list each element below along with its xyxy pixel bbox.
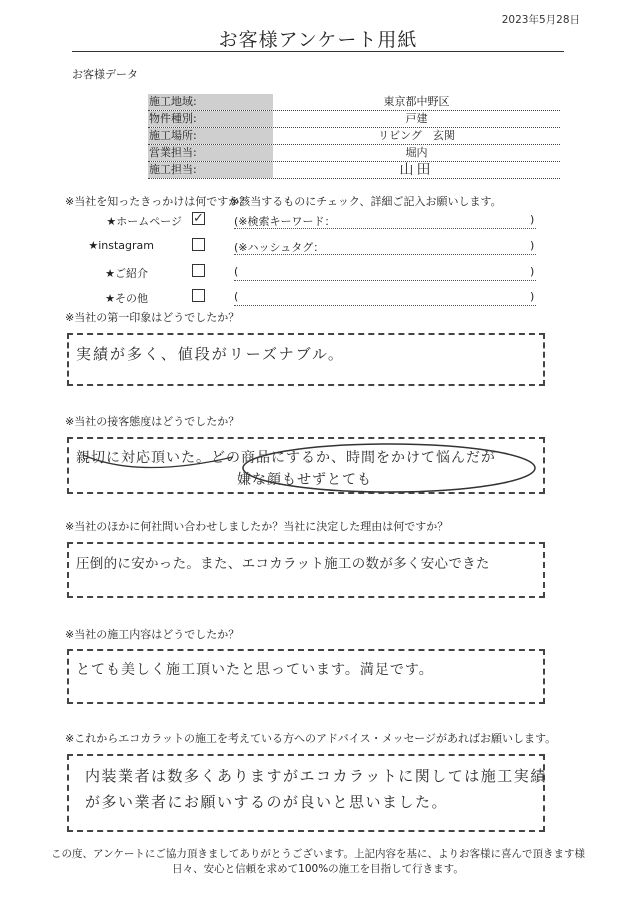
checkbox-instagram[interactable] <box>192 238 205 251</box>
detail-label-referral: ( <box>234 265 239 278</box>
info-row-property-type <box>148 111 560 127</box>
answer-box-advice[interactable] <box>67 754 545 832</box>
info-key: 物件種別: <box>148 111 273 127</box>
answer-box-competitors[interactable] <box>67 542 545 598</box>
info-key: 施工場所: <box>148 128 273 144</box>
detail-line <box>234 228 536 229</box>
divider <box>148 178 560 179</box>
option-label-homepage: ★ホームページ <box>106 215 182 228</box>
detail-line <box>234 280 536 281</box>
question-first-impression: ※当社の第一印象はどうでしたか？ <box>65 311 240 324</box>
info-value: リビング 玄関 <box>378 129 455 142</box>
close-paren: ) <box>530 290 535 303</box>
option-label-other: ★その他 <box>105 292 148 305</box>
question-work-quality: ※当社の施工内容はどうでしたか？ <box>65 628 240 641</box>
checkbox-homepage[interactable] <box>192 212 205 225</box>
close-paren: ) <box>530 265 535 278</box>
footer-line-2: 日々、安心と信頼を求めて100%の施工を目指して行きます。 <box>172 863 464 875</box>
close-paren: ) <box>530 239 535 252</box>
info-value: 戸建 <box>405 112 428 125</box>
answer-text: 内装業者は数多くありますがエコカラットに関しては施工実績 <box>85 767 547 785</box>
checkmark-icon: ✓ <box>193 211 204 226</box>
answer-text: 圧倒的に安かった。また、エコカラット施工の数が多く安心できた <box>76 556 490 572</box>
survey-date: 2023年5月28日 <box>501 14 580 26</box>
answer-box-work-quality[interactable] <box>67 649 545 704</box>
info-value: 山田 <box>399 162 434 178</box>
info-key: 施工担当: <box>148 162 273 178</box>
option-label-instagram: ★instagram <box>88 239 154 252</box>
footer-line-1: この度、アンケートにご協力頂きましてありがとうございます。上記内容を基に、よりお客様に喜んで頂きます様 <box>50 848 586 860</box>
info-row-installer <box>148 162 560 178</box>
question-competitors: ※当社のほかに何社問い合わせしましたか？当社に決定した理由は何ですか？ <box>65 520 449 533</box>
question-service-attitude: ※当社の接客態度はどうでしたか？ <box>65 415 240 428</box>
answer-text: 嫌な顔もせずとても <box>237 472 372 488</box>
detail-line <box>234 254 536 255</box>
answer-box-service-attitude[interactable] <box>67 437 545 494</box>
source-question: ※当社を知ったきっかけは何ですか？ <box>65 195 251 208</box>
question-advice: ※これからエコカラットの施工を考えている方へのアドバイス・メッセージがあればお願いします。 <box>65 732 557 745</box>
info-value: 堀内 <box>405 146 428 159</box>
answer-text: 実績が多く、値段がリーズナブル。 <box>76 345 345 363</box>
info-row-sales-rep <box>148 145 560 161</box>
info-key: 施工地域: <box>148 94 273 110</box>
info-key: 営業担当: <box>148 145 273 161</box>
option-label-referral: ★ご紹介 <box>105 267 148 280</box>
answer-text: とても美しく施工頂いたと思っています。満足です。 <box>76 662 434 678</box>
page-title: お客様アンケート用紙 <box>218 29 418 51</box>
detail-label-hashtag: (※ハッシュタグ： <box>234 241 325 254</box>
info-row-area <box>148 94 560 110</box>
source-instruction: ※該当するものにチェック、詳細ご記入お願いします。 <box>230 195 502 208</box>
title-underline <box>72 51 564 52</box>
close-paren: ) <box>530 213 535 226</box>
detail-label-keyword: (※検索キーワード： <box>234 215 336 228</box>
detail-line <box>234 305 536 306</box>
checkbox-referral[interactable] <box>192 264 205 277</box>
checkbox-other[interactable] <box>192 289 205 302</box>
info-value: 東京都中野区 <box>383 95 450 108</box>
answer-box-first-impression[interactable] <box>67 333 545 386</box>
customer-data-label: お客様データ <box>72 68 138 81</box>
answer-text: 親切に対応頂いた。どの商品にするか、時間をかけて悩んだが <box>76 450 496 466</box>
circled-annotation <box>69 439 547 496</box>
info-row-location <box>148 128 560 144</box>
answer-text: が多い業者にお願いするのが良いと思いました。 <box>85 793 449 811</box>
detail-label-other: ( <box>234 290 239 303</box>
